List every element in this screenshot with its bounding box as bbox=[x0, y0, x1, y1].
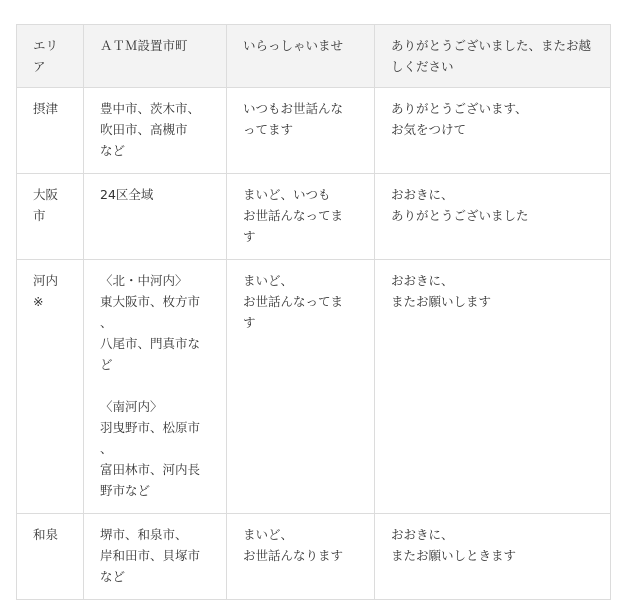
header-area: エリア bbox=[17, 25, 84, 88]
cities-line: 〈北・中河内〉 bbox=[100, 273, 188, 288]
cities-line: 24区全域 bbox=[100, 187, 154, 202]
welcome-line: いつもお世話んな bbox=[243, 101, 344, 116]
welcome-line: す bbox=[243, 229, 256, 244]
thanks-line: またお願いしときます bbox=[391, 548, 517, 563]
area-cell: 大阪市 bbox=[17, 174, 84, 260]
thanks-cell bbox=[375, 88, 611, 174]
cities-cell bbox=[84, 174, 227, 260]
table-row bbox=[17, 88, 611, 174]
thanks-cell bbox=[375, 260, 611, 514]
thanks-line: おおきに、 bbox=[391, 273, 454, 288]
thanks-line: ありがとうございます、 bbox=[391, 101, 528, 116]
header-row bbox=[17, 25, 611, 88]
table-row bbox=[17, 174, 611, 260]
table-row bbox=[17, 260, 611, 514]
cities-cell bbox=[84, 88, 227, 174]
thanks-line: お気をつけて bbox=[391, 122, 467, 137]
thanks-cell bbox=[375, 174, 611, 260]
cities-line: 、 bbox=[100, 315, 113, 330]
cities-line: 、 bbox=[100, 441, 113, 456]
welcome-cell bbox=[227, 88, 375, 174]
welcome-line: お世話んなってま bbox=[243, 294, 344, 309]
cities-line: 八尾市、門真市な bbox=[100, 336, 201, 351]
cities-line: 岸和田市、貝塚市 bbox=[100, 548, 201, 563]
area-cell: 河内※ bbox=[17, 260, 84, 514]
cities-cell bbox=[84, 260, 227, 514]
header-welcome: いらっしゃいませ bbox=[227, 25, 375, 88]
cities-line: 〈南河内〉 bbox=[100, 399, 163, 414]
header-thanks: ありがとうございました、またお越しください bbox=[375, 25, 611, 88]
cities-line: ど bbox=[100, 357, 113, 372]
cities-line: 富田林市、河内長 bbox=[100, 462, 201, 477]
cities-line: 豊中市、茨木市、 bbox=[100, 101, 201, 116]
header-atm-cities: ＡＴＭ設置市町 bbox=[84, 25, 227, 88]
table-row bbox=[17, 514, 611, 600]
paragraph-gap bbox=[100, 375, 210, 396]
thanks-cell bbox=[375, 514, 611, 600]
area-cell: 和泉 bbox=[17, 514, 84, 600]
cities-line: など bbox=[100, 143, 126, 158]
thanks-line: おおきに、 bbox=[391, 187, 454, 202]
cities-line: 野市など bbox=[100, 483, 151, 498]
area-cell: 摂津 bbox=[17, 88, 84, 174]
welcome-cell bbox=[227, 514, 375, 600]
thanks-line: またお願いします bbox=[391, 294, 492, 309]
welcome-line: ってます bbox=[243, 122, 294, 137]
cities-cell bbox=[84, 514, 227, 600]
cities-line: 東大阪市、枚方市 bbox=[100, 294, 201, 309]
thanks-line: ありがとうございました bbox=[391, 208, 529, 223]
welcome-line: す bbox=[243, 315, 256, 330]
welcome-line: お世話んなります bbox=[243, 548, 344, 563]
cities-line: 堺市、和泉市、 bbox=[100, 527, 188, 542]
welcome-line: まいど、 bbox=[243, 273, 294, 288]
welcome-line: まいど、 bbox=[243, 527, 294, 542]
dialect-table bbox=[16, 24, 611, 600]
welcome-line: お世話んなってま bbox=[243, 208, 344, 223]
thanks-line: おおきに、 bbox=[391, 527, 454, 542]
cities-line: 羽曳野市、松原市 bbox=[100, 420, 201, 435]
welcome-cell bbox=[227, 174, 375, 260]
welcome-line: まいど、いつも bbox=[243, 187, 331, 202]
cities-line: 吹田市、高槻市 bbox=[100, 122, 188, 137]
welcome-cell bbox=[227, 260, 375, 514]
cities-line: など bbox=[100, 569, 126, 584]
